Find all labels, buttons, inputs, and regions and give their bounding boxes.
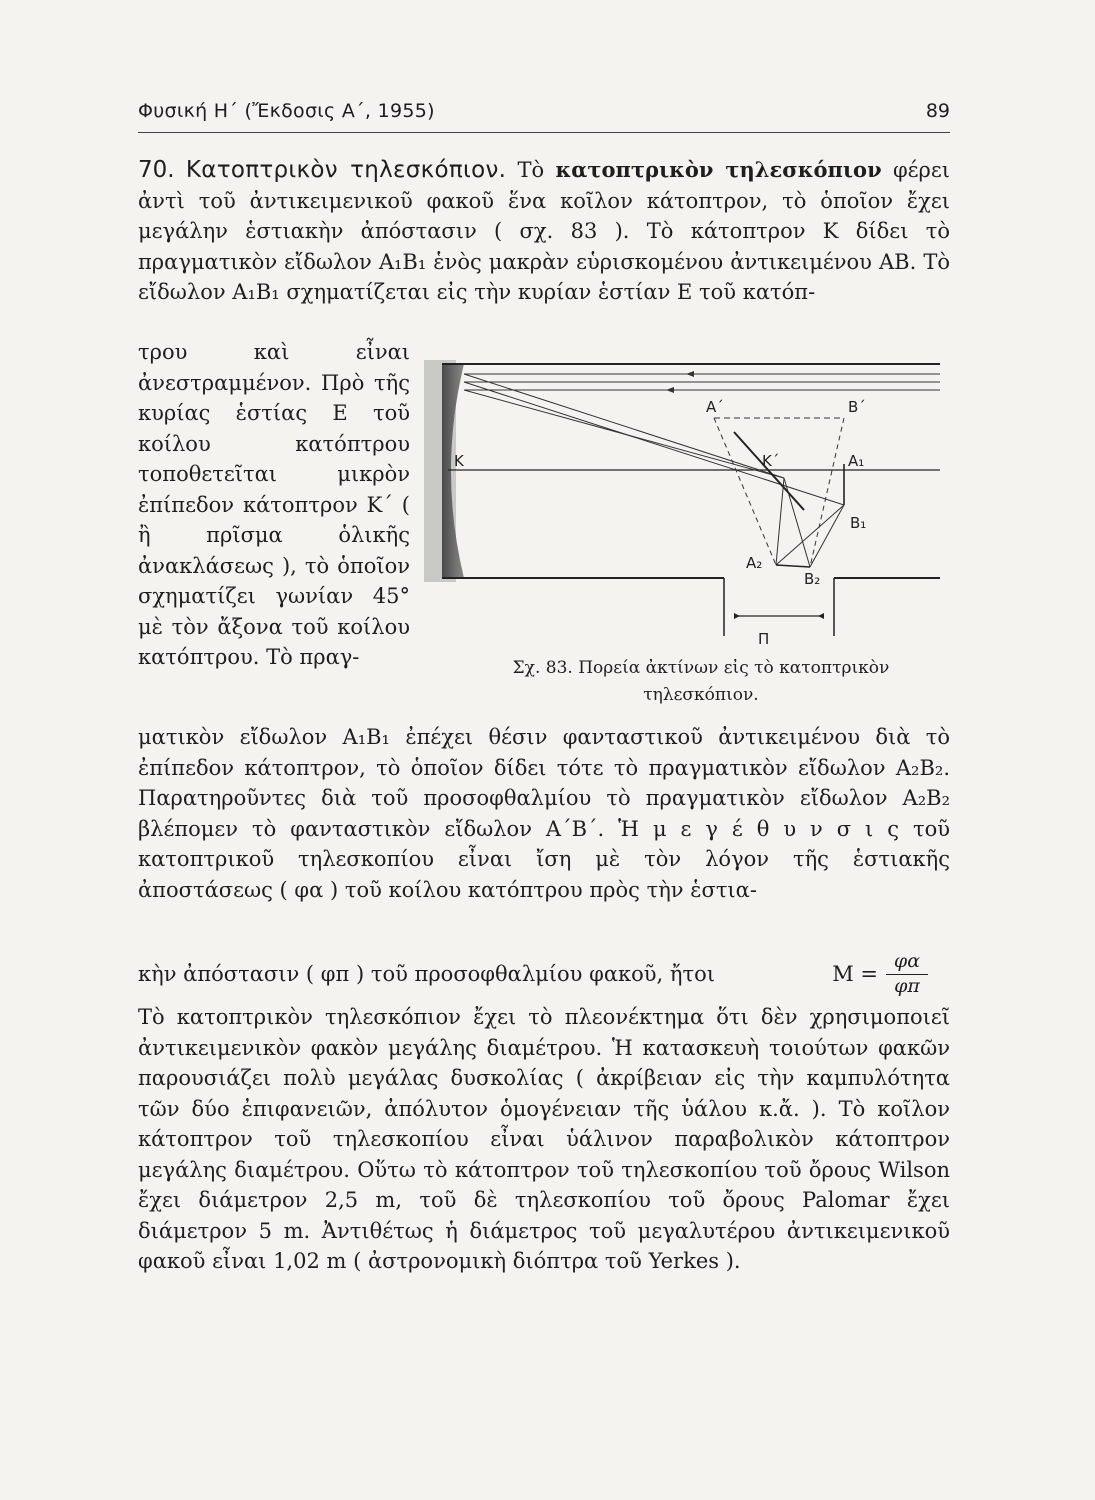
ray-down-1 (776, 478, 784, 565)
final-paragraph (138, 1002, 950, 1277)
figure-caption (466, 655, 936, 709)
intro-paragraph (138, 155, 950, 308)
label-pi: Π (758, 630, 770, 648)
arrow-right (818, 613, 824, 619)
running-head: Φυσική Η΄ (Ἔκδοσις Α΄, 1955) (138, 100, 435, 122)
magnification-formula-line (138, 950, 950, 1002)
wrapped-text: τρου καὶ εἶναι ἀνεστραμμένον. Πρὸ τῆς κυρίας ἑστίας Ε τοῦ κοίλου κατόπτρου τοποθετεῖται μικρὸν ἐπίπεδον κάτοπτρον Κ΄ ( ἢ πρῖσμα ὁλικῆς ἀνακλάσεως ), τὸ ὁποῖον σχηματίζει γωνίαν 45° μὲ τὸν ἄξονα τοῦ κοίλου κατόπτρου. Τὸ πραγ- (138, 340, 410, 669)
bold-term: κατοπτρικὸν τηλεσκόπιον (555, 157, 882, 182)
final-text: Τὸ κατοπτρικὸν τηλεσκόπιον ἔχει τὸ πλεονέκτημα ὅτι δὲν χρησιμοποιεῖ ἀντικειμενικὸν φακὸν μεγάλης διαμέτρου. Ἡ κατασκευὴ τοιούτων φακῶν παρουσιάζει πολὺ μεγάλας δυσκολίας ( ἀκρίβειαν εἰς τὴν καμπυλότητα τῶν δύο ἐπιφανειῶν, ἀπόλυτον ὁμογένειαν τῆς ὑάλου κ.ἄ. ). Τὸ κοῖλον κάτοπτρον τοῦ τηλεσκοπίου εἶναι ὑάλινον παραβολικὸν κάτοπτρον μεγάλης διαμέτρου. Οὕτω τὸ κάτοπτρον τοῦ τηλεσκοπίου τοῦ ὄρους Wilson ἔχει διάμετρον 2,5 m, τοῦ δὲ τηλεσκοπίου τοῦ ὄρους Palomar ἔχει διάμετρον 5 m. Ἀντιθέτως ἡ διάμετρος τοῦ μεγαλυτέρου ἀντικειμενικοῦ φακοῦ εἶναι 1,02 m ( ἀστρονομικὴ διόπτρα τοῦ Yerkes ). (138, 1005, 950, 1273)
label-k: K (454, 452, 464, 470)
caption-line-2: τηλεσκόπιον. (643, 685, 759, 705)
magnification-fraction (884, 950, 930, 999)
after-figure-text: ματικὸν εἴδωλον Α₁Β₁ ἐπέχει θέσιν φανταστικοῦ ἀντικειμένου διὰ τὸ ἐπίπεδον κάτοπτρον, τὸ ὁποῖον δίδει τότε τὸ πραγματικὸν εἴδωλον Α₂Β₂. Παρατηροῦντες διὰ τοῦ προσοφθαλμίου τὸ πραγματικὸν εἴδωλον Α₂Β₂ βλέπομεν τὸ φανταστικὸν εἴδωλον Α΄Β΄. Ἡ μ ε γ έ θ υ ν σ ι ς τοῦ κατοπτρικοῦ τηλεσκοπίου εἶναι ἴση μὲ τὸν λόγον τῆς ἑστιακῆς ἀποστάσεως ( φα ) τοῦ κοίλου κατόπτρου πρὸς τὴν ἑστια- (138, 725, 950, 902)
ray-arrow-1 (686, 371, 694, 377)
wrapped-paragraph (138, 337, 410, 673)
ray-diagram (424, 360, 944, 660)
label-a1: A₁ (848, 452, 865, 470)
dash-a-prime (714, 418, 776, 565)
label-a-prime: A΄ (706, 398, 724, 416)
formula-lead-text: κὴν ἀπόστασιν ( φπ ) τοῦ προσοφθαλμίου φακοῦ, ἤτοι (138, 962, 715, 986)
after-figure-paragraph (138, 722, 950, 905)
arrow-left (734, 613, 740, 619)
formula-lhs: Μ = (832, 962, 878, 986)
label-a2: A₂ (746, 554, 763, 572)
section-number: 70. (138, 157, 175, 183)
label-b2: B₂ (804, 570, 821, 588)
caption-line-1: Σχ. 83. Πορεία ἀκτίνων εἰς τὸ κατοπτρικὸν (512, 658, 890, 678)
label-k-prime: K΄ (762, 452, 780, 470)
ray-arrow-3 (666, 387, 674, 393)
ray-down-3 (776, 505, 844, 565)
header-rule (138, 132, 950, 133)
label-b-prime: B΄ (848, 398, 866, 416)
label-b1: B₁ (850, 514, 867, 532)
telescope-figure (424, 360, 944, 660)
fraction-numerator: φα (893, 950, 921, 972)
page-number: 89 (925, 100, 950, 122)
intro-text: φέρει ἀντὶ τοῦ ἀντικειμενικοῦ φακοῦ ἕνα κοῖλον κάτοπτρον, τὸ ὁποῖον ἔχει μεγάλην ἑστιακὴν ἀπόστασιν ( σχ. 83 ). Τὸ κάτοπτρον Κ δίδει τὸ πραγματικὸν εἴδωλον Α₁Β₁ ἑνὸς μακρὰν εὑρισκομένου ἀντικειμένου ΑΒ. Τὸ εἴδωλον Α₁Β₁ σχηματίζεται εἰς τὴν κυρίαν ἑστίαν Ε τοῦ κατόπ- (138, 158, 950, 304)
plane-mirror-k-prime (734, 432, 804, 510)
lead-in: Τὸ (517, 158, 545, 182)
ray-down-4 (810, 505, 844, 567)
section-title: Κατοπτρικὸν τηλεσκόπιον. (185, 157, 507, 183)
fraction-denominator: φπ (894, 975, 920, 997)
image-a2-b2 (776, 565, 810, 567)
dash-b-prime (810, 418, 844, 567)
ray-down-2 (784, 478, 810, 567)
page-header (138, 92, 950, 132)
